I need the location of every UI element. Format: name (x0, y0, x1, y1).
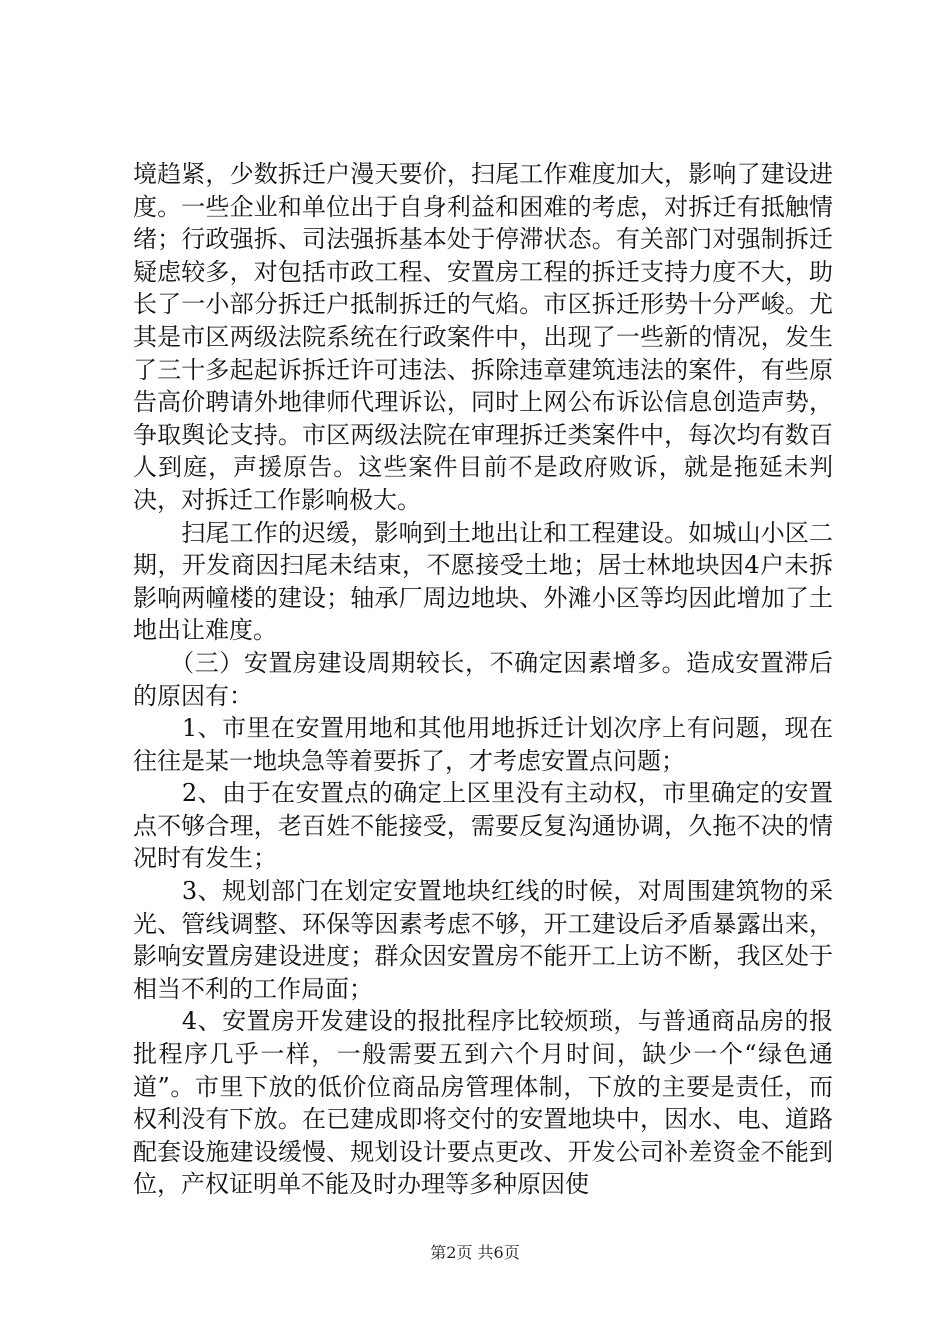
body-text (133, 158, 833, 1201)
paragraph-6: 3、规划部门在划定安置地块红线的时候，对周围建筑物的采光、管线调整、环保等因素考虑不够，开工建设后矛盾暴露出来，影响安置房建设进度；群众因安置房不能开工上访不断，我区处于相当不利的工作局面； (133, 877, 833, 1003)
paragraph-3: （三）安置房建设周期较长，不确定因素增多。造成安置滞后的原因有： (133, 648, 833, 710)
paragraph-4: 1、市里在安置用地和其他用地拆迁计划次序上有问题，现在往往是某一地块急等着要拆了，才考虑安置点问题； (133, 714, 833, 775)
page-footer: 第2页 共6页 (430, 1243, 520, 1262)
paragraph-5: 2、由于在安置点的确定上区里没有主动权，市里确定的安置点不够合理，老百姓不能接受，需要反复沟通协调，久拖不决的情况时有发生； (133, 779, 833, 873)
paragraph-1: 境趋紧，少数拆迁户漫天要价，扫尾工作难度加大，影响了建设进度。一些企业和单位出于自身利益和困难的考虑，对拆迁有抵触情绪；行政强拆、司法强拆基本处于停滞状态。有关部门对强制拆迁疑虑较多，对包括市政工程、安置房工程的拆迁支持力度不大，助长了一小部分拆迁户抵制拆迁的气焰。市区拆迁形势十分严峻。尤其是市区两级法院系统在行政案件中，出现了一些新的情况，发生了三十多起起诉拆迁许可违法、拆除违章建筑违法的案件，有些原告高价聘请外地律师代理诉讼，同时上网公布诉讼信息创造声势，争取舆论支持。市区两级法院在审理拆迁类案件中，每次均有数百人到庭，声援原告。这些案件目前不是政府败诉，就是拖延未判决，对拆迁工作影响极大。 (133, 160, 833, 514)
paragraph-7: 4、安置房开发建设的报批程序比较烦琐，与普通商品房的报批程序几乎一样，一般需要五到六个月时间，缺少一个“绿色通道”。市里下放的低价位商品房管理体制，下放的主要是责任，而权利没有下放。在已建成即将交付的安置地块中，因水、电、道路配套设施建设缓慢、规划设计要点更改、开发公司补差资金不能到位，产权证明单不能及时办理等多种原因使 (133, 1007, 833, 1199)
paragraph-2: 扫尾工作的迟缓，影响到土地出让和工程建设。如城山小区二期，开发商因扫尾未结束，不愿接受土地；居士林地块因4户未拆影响两幢楼的建设；轴承厂周边地块、外滩小区等均因此增加了土地出让难度。 (133, 518, 833, 645)
